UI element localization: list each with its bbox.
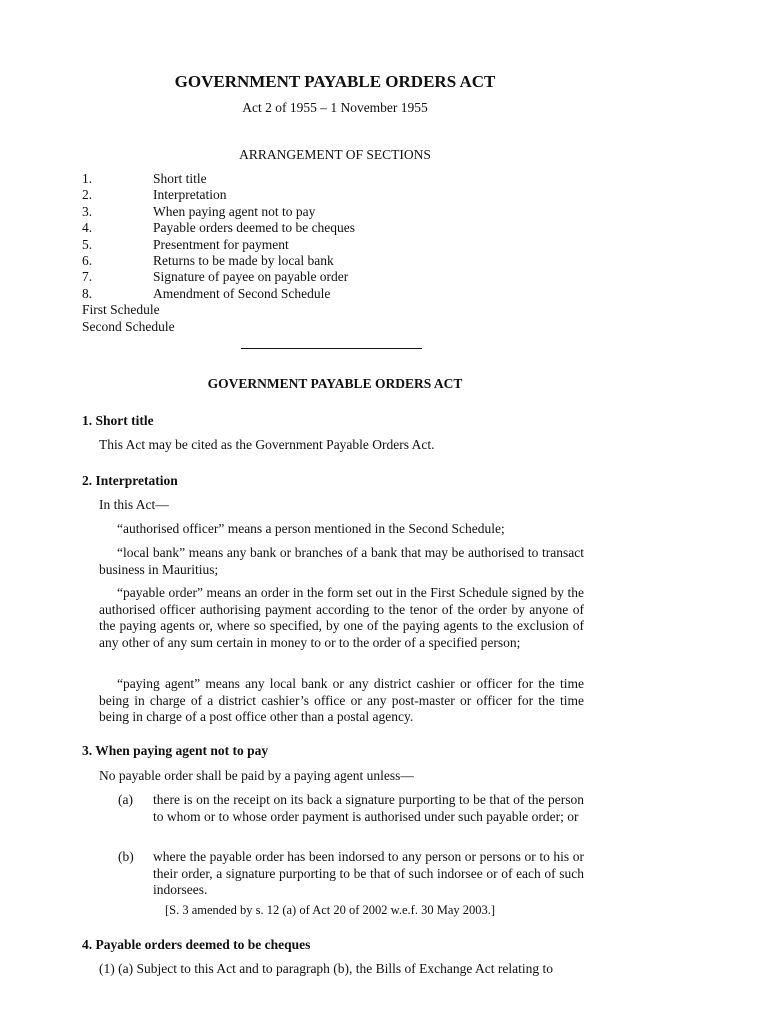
section-text: This Act may be cited as the Government Payable Orders Act.	[99, 437, 435, 452]
section-divider	[241, 348, 422, 349]
item-label: (b)	[118, 849, 134, 864]
section-heading: 3. When paying agent not to pay	[82, 743, 269, 758]
toc-item	[82, 286, 355, 302]
definition-paragraph: “local bank” means any bank or branches of a bank that may be authorised to transact business in Mauritius;	[99, 545, 584, 577]
toc-number: 3.	[82, 203, 93, 219]
section-text: (1) (a) Subject to this Act and to paragraph (b), the Bills of Exchange Act relating to	[99, 961, 553, 976]
amendment-note: [S. 3 amended by s. 12 (a) of Act 20 of 2002 w.e.f. 30 May 2003.]	[165, 903, 496, 917]
toc-label: Presentment for payment	[153, 236, 289, 252]
toc-item	[82, 237, 355, 253]
definition-paragraph: “authorised officer” means a person mentioned in the Second Schedule;	[117, 521, 505, 536]
toc-label: Returns to be made by local bank	[153, 252, 334, 268]
item-text: there is on the receipt on its back a signature purporting to be that of the person to whom or to whose order payment is authorised under such payable order; or	[153, 792, 584, 824]
toc-item	[82, 204, 355, 220]
toc-label: Signature of payee on payable order	[153, 269, 349, 285]
toc-label: Amendment of Second Schedule	[153, 285, 331, 301]
body-title: GOVERNMENT PAYABLE ORDERS ACT	[207, 376, 463, 391]
toc-item	[82, 187, 355, 203]
toc-label: When paying agent not to pay	[153, 203, 316, 219]
toc-item	[82, 171, 355, 187]
schedule-item: First Schedule	[82, 302, 160, 318]
toc-label: Interpretation	[153, 187, 227, 203]
toc-number: 7.	[82, 269, 93, 285]
toc-item	[82, 253, 355, 269]
section-heading: 4. Payable orders deemed to be cheques	[82, 937, 311, 952]
toc-number: 1.	[82, 171, 93, 186]
section-intro: In this Act—	[99, 497, 169, 512]
item-label: (a)	[118, 792, 133, 807]
schedule-item: Second Schedule	[82, 318, 175, 334]
document-title: GOVERNMENT PAYABLE ORDERS ACT	[174, 72, 496, 91]
toc-label: Short title	[153, 171, 207, 186]
toc-number: 2.	[82, 187, 93, 203]
arrangement-heading: ARRANGEMENT OF SECTIONS	[239, 147, 431, 162]
toc-number: 5.	[82, 236, 93, 252]
act-reference: Act 2 of 1955 – 1 November 1955	[242, 100, 428, 115]
toc-number: 6.	[82, 252, 93, 268]
toc-number: 4.	[82, 220, 93, 236]
toc-label: Payable orders deemed to be cheques	[153, 220, 356, 236]
section-heading: 1. Short title	[82, 413, 154, 428]
toc-number: 8.	[82, 285, 93, 301]
item-text: where the payable order has been indorsed to any person or persons or to his or their order, a signature purporting to be that of such indorsee or of each of such indorsees.	[153, 849, 584, 897]
definition-paragraph: “paying agent” means any local bank or any district cashier or officer for the time being in charge of a district cashier’s office or any post-master or officer for the time being in charge of a post office other than a postal agency.	[99, 676, 584, 724]
section-intro: No payable order shall be paid by a paying agent unless—	[99, 768, 414, 783]
table-of-contents	[82, 171, 355, 335]
definition-paragraph: “payable order” means an order in the form set out in the First Schedule signed by the authorised officer authorising payment according to the tenor of the order by anyone of the paying agents or, where so specified, by one of the paying agents to the exclusion of any other of any sum certain in money to or to the order of a specified person;	[99, 585, 584, 650]
toc-item	[82, 220, 355, 236]
toc-item	[82, 269, 355, 285]
section-heading: 2. Interpretation	[82, 473, 178, 488]
